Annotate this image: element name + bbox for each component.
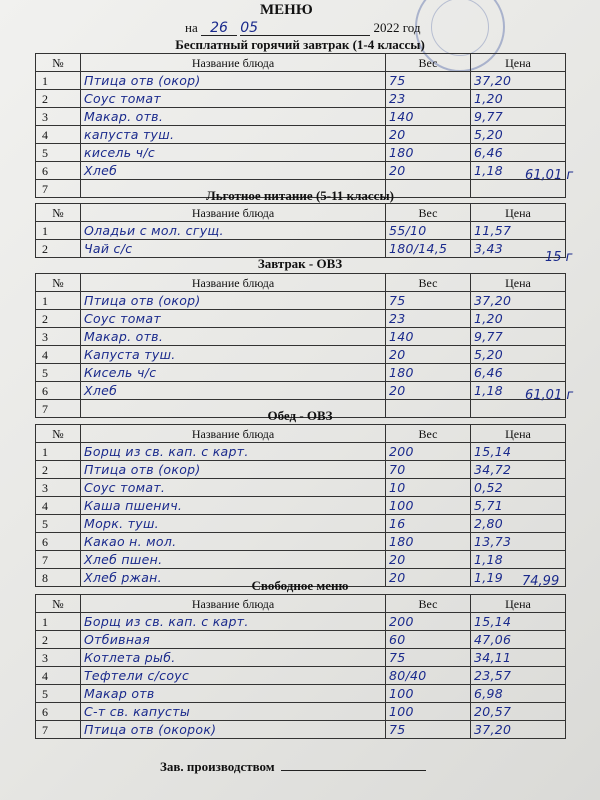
dish-name: Хлеб пшен.	[81, 551, 386, 569]
dish-name: Морк. туш.	[81, 515, 386, 533]
dish-price: 1,18	[471, 551, 566, 569]
date-year: 2022 год	[373, 20, 421, 35]
table-row	[36, 685, 566, 703]
col-header-weight: Вес	[386, 425, 471, 443]
dish-weight: 100	[386, 703, 471, 721]
table-header-row	[36, 54, 566, 72]
table-row	[36, 533, 566, 551]
col-header-weight: Вес	[386, 274, 471, 292]
dish-name: Отбивная	[81, 631, 386, 649]
table-row	[36, 364, 566, 382]
date-month: 05	[240, 21, 370, 36]
dish-weight: 20	[386, 551, 471, 569]
col-header-num: №	[36, 274, 81, 292]
dish-name: Оладьи с мол. сгущ.	[81, 222, 386, 240]
row-number: 5	[36, 685, 81, 703]
dish-price: 2,80	[471, 515, 566, 533]
dish-weight: 20	[386, 346, 471, 364]
dish-weight: 100	[386, 685, 471, 703]
table-row	[36, 443, 566, 461]
dish-weight: 75	[386, 72, 471, 90]
row-number: 4	[36, 497, 81, 515]
dish-name: Макар отв	[81, 685, 386, 703]
dish-weight: 60	[386, 631, 471, 649]
col-header-name: Название блюда	[81, 204, 386, 222]
table-row	[36, 703, 566, 721]
table-row	[36, 346, 566, 364]
table-row	[36, 382, 566, 400]
footer-signature	[160, 758, 426, 775]
dish-name: Хлеб	[81, 162, 386, 180]
table-header-row	[36, 595, 566, 613]
col-header-num: №	[36, 425, 81, 443]
dish-weight: 55/10	[386, 222, 471, 240]
row-number: 1	[36, 292, 81, 310]
row-number: 4	[36, 667, 81, 685]
row-number: 2	[36, 631, 81, 649]
dish-price: 47,06	[471, 631, 566, 649]
row-number: 3	[36, 328, 81, 346]
row-number: 5	[36, 515, 81, 533]
dish-name: Каша пшенич.	[81, 497, 386, 515]
dish-price: 6,46	[471, 364, 566, 382]
date-prefix: на	[185, 20, 198, 35]
table-row	[36, 108, 566, 126]
row-number: 4	[36, 126, 81, 144]
dish-price: 11,57	[471, 222, 566, 240]
dish-price: 34,11	[471, 649, 566, 667]
dish-price: 5,71	[471, 497, 566, 515]
col-header-weight: Вес	[386, 54, 471, 72]
dish-weight: 140	[386, 108, 471, 126]
row-number: 6	[36, 382, 81, 400]
dish-weight: 16	[386, 515, 471, 533]
table-row	[36, 222, 566, 240]
dish-name: Макар. отв.	[81, 328, 386, 346]
dish-name: Макар. отв.	[81, 108, 386, 126]
dish-weight: 20	[386, 569, 471, 587]
row-number: 1	[36, 613, 81, 631]
col-header-price: Цена	[471, 595, 566, 613]
dish-weight: 20	[386, 126, 471, 144]
table-row	[36, 649, 566, 667]
dish-price: 37,20	[471, 72, 566, 90]
section-title-breakfast-ovz: Завтрак - ОВЗ	[257, 256, 343, 271]
section-total: 15 г	[545, 250, 573, 265]
dish-price: 1,20	[471, 310, 566, 328]
row-number: 8	[36, 569, 81, 587]
section-total: 61,01 г	[525, 388, 574, 403]
table-breakfast-ovz	[35, 273, 566, 418]
table-row	[36, 90, 566, 108]
col-header-num: №	[36, 595, 81, 613]
signature-line	[281, 758, 426, 771]
dish-weight: 20	[386, 382, 471, 400]
dish-weight: 180	[386, 533, 471, 551]
col-header-price: Цена	[471, 54, 566, 72]
table-header-row	[36, 204, 566, 222]
dish-name: Борщ из св. кап. с карт.	[81, 613, 386, 631]
col-header-name: Название блюда	[81, 274, 386, 292]
dish-name: Борщ из св. кап. с карт.	[81, 443, 386, 461]
dish-name: Птица отв (окор)	[81, 72, 386, 90]
dish-price: 1,18	[471, 162, 566, 180]
dish-name: Птица отв (окор)	[81, 461, 386, 479]
dish-price: 5,20	[471, 126, 566, 144]
dish-weight: 80/40	[386, 667, 471, 685]
section-title-free-menu: Свободное меню	[251, 578, 349, 593]
table-row	[36, 497, 566, 515]
row-number: 5	[36, 364, 81, 382]
dish-weight: 180	[386, 364, 471, 382]
dish-weight: 23	[386, 90, 471, 108]
dish-weight: 20	[386, 162, 471, 180]
table-row	[36, 631, 566, 649]
col-header-weight: Вес	[386, 595, 471, 613]
dish-price: 9,77	[471, 328, 566, 346]
row-number: 5	[36, 144, 81, 162]
table-row	[36, 240, 566, 258]
table-row	[36, 551, 566, 569]
table-row	[36, 310, 566, 328]
row-number: 3	[36, 649, 81, 667]
dish-price: 1,20	[471, 90, 566, 108]
table-row	[36, 328, 566, 346]
dish-name: Соус томат.	[81, 479, 386, 497]
dish-price: 1,18	[471, 382, 566, 400]
dish-price: 9,77	[471, 108, 566, 126]
dish-weight: 75	[386, 649, 471, 667]
dish-name: Тефтели с/соус	[81, 667, 386, 685]
menu-document	[10, 0, 590, 800]
dish-price: 6,98	[471, 685, 566, 703]
date-day: 26	[201, 21, 237, 36]
table-header-row	[36, 425, 566, 443]
dish-name: Кисель ч/с	[81, 364, 386, 382]
table-header-row	[36, 274, 566, 292]
footer-label: Зав. производством	[160, 759, 275, 774]
row-number: 2	[36, 90, 81, 108]
col-header-name: Название блюда	[81, 425, 386, 443]
row-number: 3	[36, 108, 81, 126]
table-discount	[35, 203, 566, 258]
dish-price: 37,20	[471, 721, 566, 739]
dish-price: 0,52	[471, 479, 566, 497]
dish-price: 15,14	[471, 613, 566, 631]
dish-weight: 10	[386, 479, 471, 497]
row-number: 3	[36, 479, 81, 497]
dish-name: Хлеб ржан.	[81, 569, 386, 587]
table-free-breakfast	[35, 53, 566, 198]
col-header-weight: Вес	[386, 204, 471, 222]
dish-weight: 200	[386, 443, 471, 461]
dish-weight: 70	[386, 461, 471, 479]
dish-price: 15,14	[471, 443, 566, 461]
table-row	[36, 515, 566, 533]
dish-name: Хлеб	[81, 382, 386, 400]
table-free-menu	[35, 594, 566, 739]
dish-weight: 75	[386, 292, 471, 310]
table-row	[36, 479, 566, 497]
table-row	[36, 144, 566, 162]
dish-weight: 100	[386, 497, 471, 515]
row-number: 7	[36, 551, 81, 569]
dish-name: Какао н. мол.	[81, 533, 386, 551]
dish-weight: 23	[386, 310, 471, 328]
dish-price: 20,57	[471, 703, 566, 721]
table-lunch-ovz	[35, 424, 566, 587]
dish-name: Чай с/с	[81, 240, 386, 258]
table-row	[36, 613, 566, 631]
table-row	[36, 72, 566, 90]
row-number: 4	[36, 346, 81, 364]
section-total: 61,01 г	[525, 168, 574, 183]
table-row	[36, 461, 566, 479]
col-header-price: Цена	[471, 204, 566, 222]
col-header-num: №	[36, 54, 81, 72]
row-number: 7	[36, 721, 81, 739]
table-row	[36, 292, 566, 310]
dish-price: 6,46	[471, 144, 566, 162]
dish-weight: 200	[386, 613, 471, 631]
row-number: 1	[36, 222, 81, 240]
row-number: 6	[36, 703, 81, 721]
dish-weight: 180/14,5	[386, 240, 471, 258]
dish-name: Соус томат	[81, 90, 386, 108]
dish-price: 1,19	[471, 569, 566, 587]
row-number: 6	[36, 533, 81, 551]
row-number: 1	[36, 72, 81, 90]
row-number: 1	[36, 443, 81, 461]
dish-name: Птица отв (окор)	[81, 292, 386, 310]
row-number: 2	[36, 310, 81, 328]
dish-price: 37,20	[471, 292, 566, 310]
dish-name: Птица отв (окорок)	[81, 721, 386, 739]
section-title-discount: Льготное питание (5-11 классы)	[206, 188, 394, 203]
dish-price: 13,73	[471, 533, 566, 551]
row-number: 2	[36, 240, 81, 258]
dish-weight: 140	[386, 328, 471, 346]
dish-price: 3,43	[471, 240, 566, 258]
table-row	[36, 721, 566, 739]
dish-name: Капуста туш.	[81, 346, 386, 364]
page-title: МЕНЮ	[260, 2, 313, 18]
col-header-name: Название блюда	[81, 595, 386, 613]
dish-price: 5,20	[471, 346, 566, 364]
dish-name: Котлета рыб.	[81, 649, 386, 667]
table-row	[36, 162, 566, 180]
row-number: 2	[36, 461, 81, 479]
section-title-lunch-ovz: Обед - ОВЗ	[267, 408, 333, 423]
section-total: 74,99	[522, 574, 560, 589]
dish-price: 23,57	[471, 667, 566, 685]
dish-name: С-т св. капусты	[81, 703, 386, 721]
dish-name: Соус томат	[81, 310, 386, 328]
col-header-price: Цена	[471, 274, 566, 292]
dish-name: кисель ч/с	[81, 144, 386, 162]
row-number: 6	[36, 162, 81, 180]
table-row	[36, 667, 566, 685]
col-header-name: Название блюда	[81, 54, 386, 72]
date-line	[185, 20, 420, 36]
dish-weight: 75	[386, 721, 471, 739]
col-header-price: Цена	[471, 425, 566, 443]
row-number: 7	[36, 180, 81, 198]
dish-name: капуста туш.	[81, 126, 386, 144]
col-header-num: №	[36, 204, 81, 222]
row-number: 7	[36, 400, 81, 418]
table-row	[36, 126, 566, 144]
dish-weight: 180	[386, 144, 471, 162]
section-title-free-breakfast: Бесплатный горячий завтрак (1-4 классы)	[175, 37, 425, 52]
dish-price: 34,72	[471, 461, 566, 479]
